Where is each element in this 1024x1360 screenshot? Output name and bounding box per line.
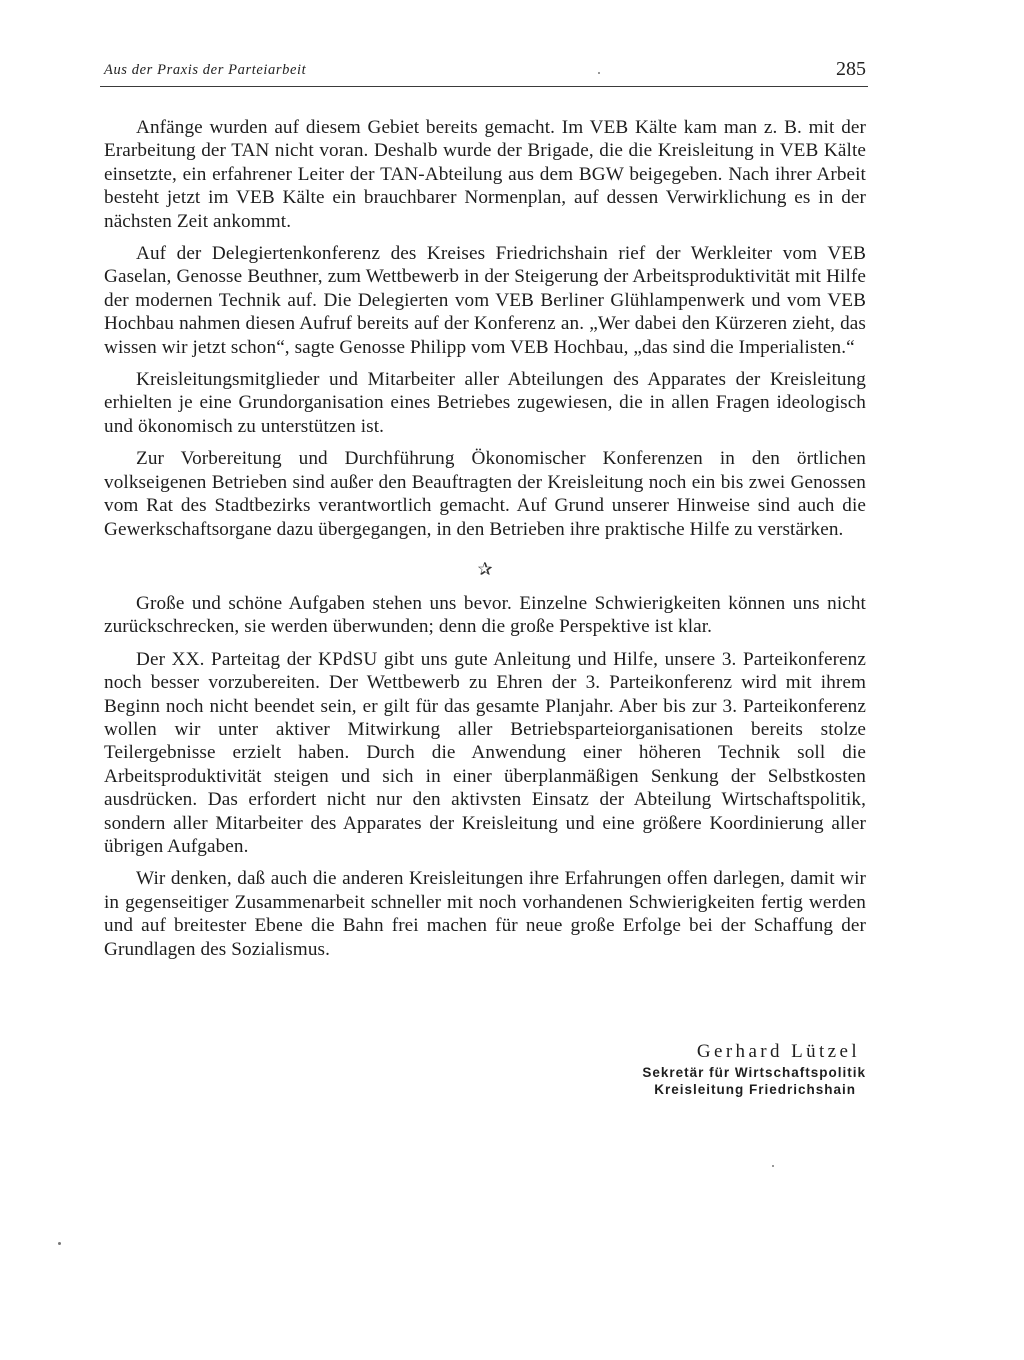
author-name: Gerhard Lützel [696, 1041, 860, 1062]
running-title: Aus der Praxis der Parteiarbeit [104, 62, 307, 78]
print-speck [58, 1242, 61, 1245]
paragraph: Kreisleitungsmitglieder und Mitarbeiter aller Abteilungen des Apparates der Kreisleitung erhielten je eine Grundorganisation eines Betriebes zugewiesen, die in allen Fragen ideologisch und ökonomisch zu unterstützen ist. [104, 369, 866, 437]
article-body [104, 116, 866, 970]
paragraph: Anfänge wurden auf diesem Gebiet bereits gemacht. Im VEB Kälte kam man z. B. mit der Erarbeitung der TAN nicht voran. Deshalb wurde der Brigade, die die Kreisleitung in VEB Kälte einsetzte, ein erfahrener Leiter der TAN-Abteilung aus dem BGW beigegeben. Nach ihrer Arbeit besteht jetzt im VEB Kälte ein brauchbarer Normenplan, auf dessen Verwirklichung es in der nächsten Zeit ankommt. [104, 117, 866, 232]
paragraph: Der XX. Parteitag der KPdSU gibt uns gute Anleitung und Hilfe, unsere 3. Parteikonferenz noch besser vorzubereiten. Der Wettbewerb zu Ehren der 3. Parteikonferenz wird mit ihrem Beginn noch nicht beendet sein, er gilt für das gesamte Planjahr. Aber bis zur 3. Parteikonferenz wollen wir unter aktiver Mitwirkung aller Betriebsparteiorganisationen bereits stolze Teilergebnisse erzielt haben. Durch die Anwendung einer höheren Technik soll die Arbeitsproduktivität steigen und sich in einer überplanmäßigen Senkung der Selbstkosten ausdrücken. Das erfordert nicht nur den aktivsten Einsatz der Abteilung Wirtschaftspolitik, sondern aller Mitarbeiter des Apparates der Kreisleitung und eine größere Koordinierung aller übrigen Aufgaben. [104, 648, 866, 857]
paragraph: Große und schöne Aufgaben stehen uns bevor. Einzelne Schwierigkeiten können uns nicht zurückschrecken, sie werden überwunden; denn die große Perspektive ist klar. [104, 592, 866, 638]
print-speck [772, 1165, 774, 1167]
author-organization: Kreisleitung Friedrichshain [654, 1082, 856, 1097]
header-rule [100, 86, 868, 87]
author-title: Sekretär für Wirtschaftspolitik [642, 1065, 866, 1080]
paragraph: Zur Vorbereitung und Durchführung Ökonomischer Konferenzen in den örtlichen volkseigenen Betrieben sind außer den Beauftragten der Kreisleitung noch ein bis zwei Genossen vom Rat des Stadtbezirks verantwortlich gemacht. Auf Grund unserer Hinweise sind auch die Gewerkschaftsorgane dazu übergegangen, in den Betrieben ihre praktische Hilfe zu verstärken. [104, 448, 866, 540]
section-separator-star-icon: ✰ [477, 558, 493, 579]
print-speck [598, 72, 600, 74]
paragraph: Wir denken, daß auch die anderen Kreisleitungen ihre Erfahrungen offen darlegen, damit wir in gegenseitiger Zusammenarbeit schneller mit noch vorhandenen Schwierigkeiten fertig werden und auf breitester Ebene die Bahn frei machen für neue große Erfolge bei der Schaffung der Grundlagen des Sozialismus. [104, 868, 866, 960]
signature-block [104, 1040, 866, 1098]
page-number: 285 [836, 58, 866, 80]
paragraph: Auf der Delegiertenkonferenz des Kreises Friedrichshain rief der Werkleiter vom VEB Gaselan, Genosse Beuthner, zum Wettbewerb in der Steigerung der Arbeitsproduktivität mit Hilfe der modernen Technik auf. Die Delegierten vom VEB Berliner Glühlampenwerk und vom VEB Hochbau nahmen diesen Aufruf bereits auf der Konferenz an. „Wer dabei den Kürzeren zieht, das wissen wir jetzt schon“, sagte Genosse Philipp vom VEB Hochbau, „das sind die Imperialisten.“ [104, 243, 866, 358]
